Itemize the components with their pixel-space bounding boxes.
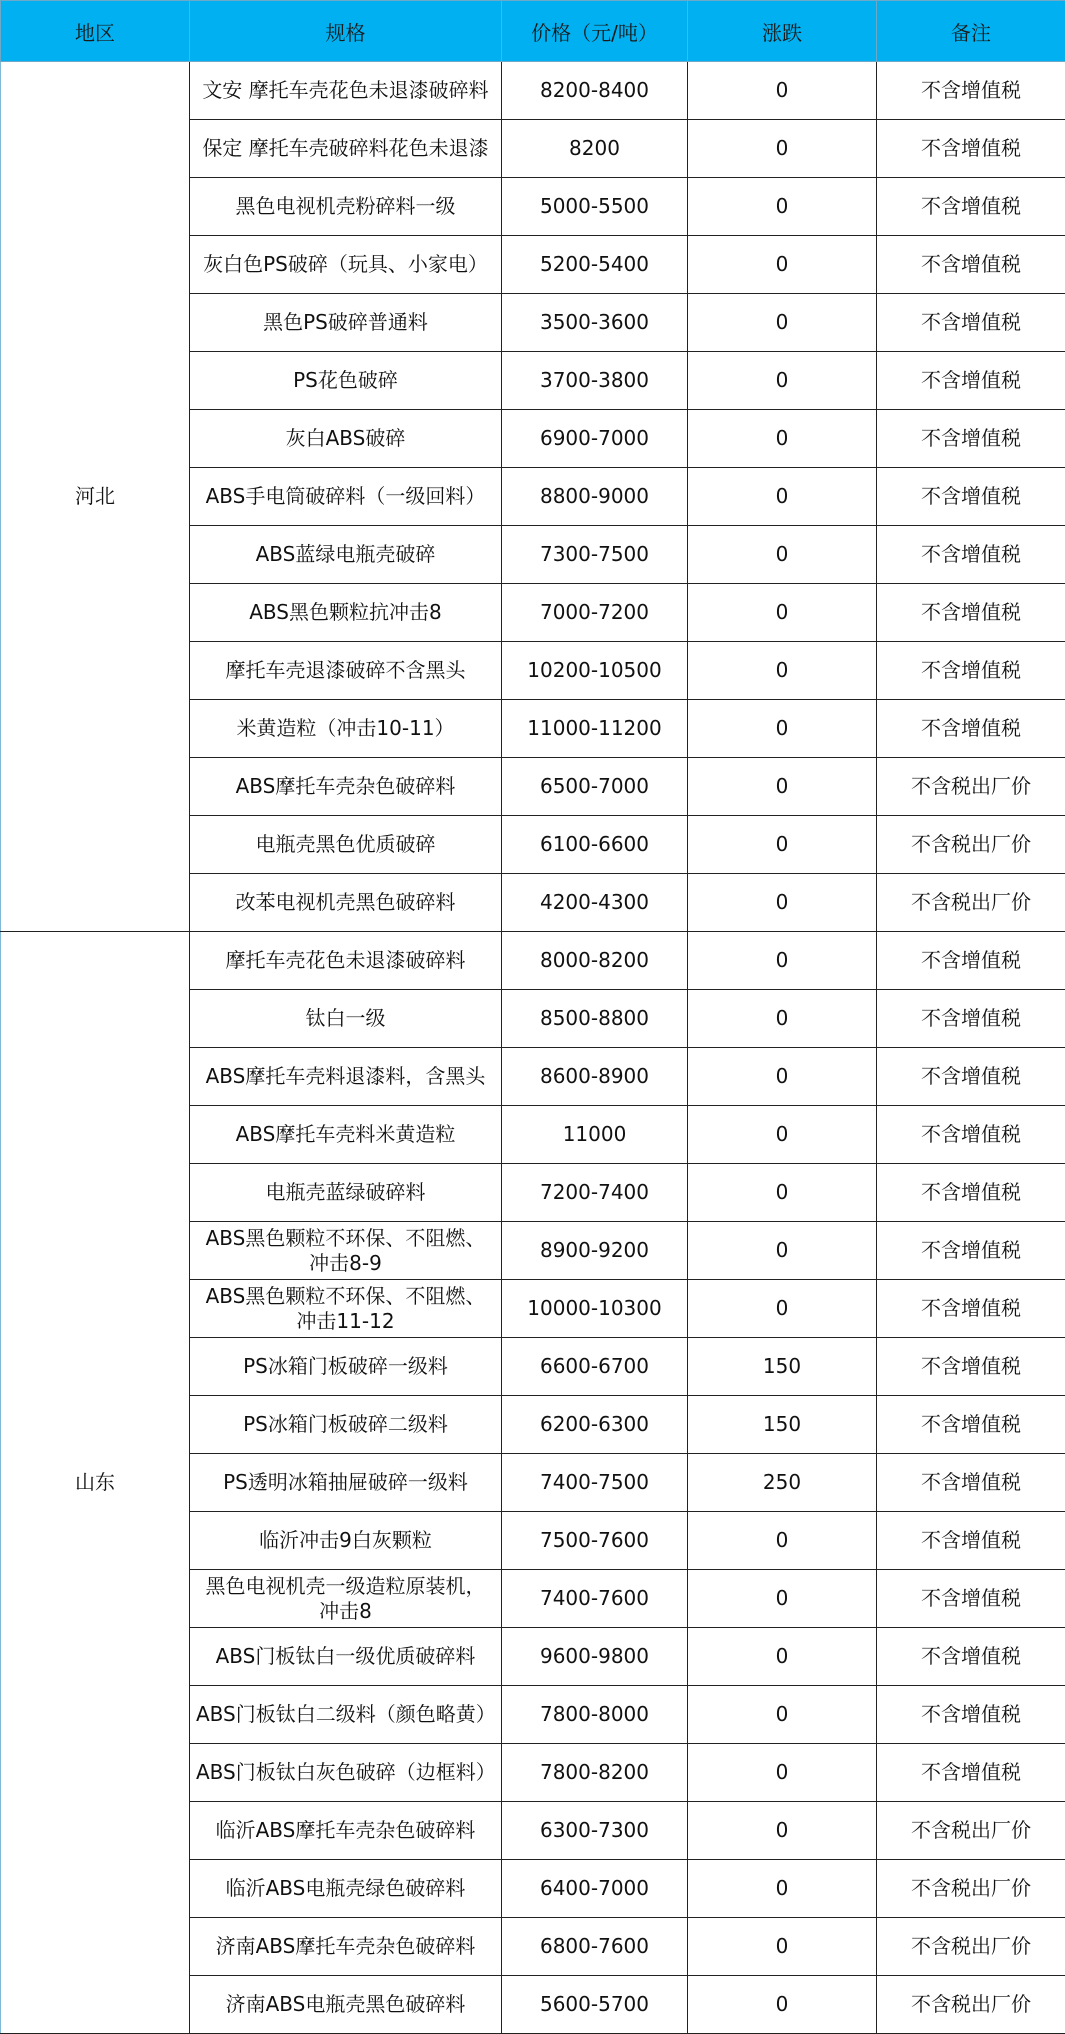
change-cell: 0 — [688, 120, 877, 178]
spec-cell: ABS手电筒破碎料（一级回料） — [190, 468, 502, 526]
spec-cell: 摩托车壳退漆破碎不含黑头 — [190, 642, 502, 700]
note-cell: 不含增值税 — [877, 1744, 1065, 1802]
note-cell: 不含税出厂价 — [877, 816, 1065, 874]
change-cell: 150 — [688, 1396, 877, 1454]
change-cell: 0 — [688, 1512, 877, 1570]
spec-cell: 临沂冲击9白灰颗粒 — [190, 1512, 502, 1570]
note-cell: 不含增值税 — [877, 990, 1065, 1048]
price-cell: 5600-5700 — [502, 1976, 688, 2034]
change-cell: 0 — [688, 1744, 877, 1802]
price-cell: 7800-8200 — [502, 1744, 688, 1802]
change-cell: 0 — [688, 932, 877, 990]
note-cell: 不含增值税 — [877, 1106, 1065, 1164]
note-cell: 不含税出厂价 — [877, 758, 1065, 816]
spec-cell: 济南ABS电瓶壳黑色破碎料 — [190, 1976, 502, 2034]
region-cell: 山东 — [1, 932, 190, 2034]
price-cell: 5000-5500 — [502, 178, 688, 236]
note-cell: 不含增值税 — [877, 236, 1065, 294]
change-cell: 0 — [688, 1164, 877, 1222]
spec-cell: ABS黑色颗粒抗冲击8 — [190, 584, 502, 642]
table-row — [1, 62, 1065, 120]
price-cell: 8200-8400 — [502, 62, 688, 120]
spec-cell: 灰白ABS破碎 — [190, 410, 502, 468]
spec-cell: 黑色电视机壳粉碎料一级 — [190, 178, 502, 236]
note-cell: 不含税出厂价 — [877, 874, 1065, 932]
spec-cell: 米黄造粒（冲击10-11） — [190, 700, 502, 758]
note-cell: 不含税出厂价 — [877, 1918, 1065, 1976]
price-cell: 7000-7200 — [502, 584, 688, 642]
header-price: 价格（元/吨） — [502, 1, 688, 62]
price-cell: 4200-4300 — [502, 874, 688, 932]
price-cell: 6100-6600 — [502, 816, 688, 874]
spec-cell: 济南ABS摩托车壳杂色破碎料 — [190, 1918, 502, 1976]
spec-cell: 临沂ABS电瓶壳绿色破碎料 — [190, 1860, 502, 1918]
spec-cell: 临沂ABS摩托车壳杂色破碎料 — [190, 1802, 502, 1860]
price-cell: 6900-7000 — [502, 410, 688, 468]
change-cell: 0 — [688, 236, 877, 294]
note-cell: 不含增值税 — [877, 1396, 1065, 1454]
header-spec: 规格 — [190, 1, 502, 62]
spec-cell: 改苯电视机壳黑色破碎料 — [190, 874, 502, 932]
spec-cell: 保定 摩托车壳破碎料花色未退漆 — [190, 120, 502, 178]
spec-cell: 黑色电视机壳一级造粒原装机，冲击8 — [190, 1570, 502, 1628]
price-cell: 6600-6700 — [502, 1338, 688, 1396]
header-row — [1, 1, 1065, 62]
note-cell: 不含增值税 — [877, 932, 1065, 990]
price-cell: 8800-9000 — [502, 468, 688, 526]
change-cell: 0 — [688, 410, 877, 468]
change-cell: 250 — [688, 1454, 877, 1512]
spec-cell: ABS门板钛白一级优质破碎料 — [190, 1628, 502, 1686]
note-cell: 不含税出厂价 — [877, 1802, 1065, 1860]
price-cell: 11000-11200 — [502, 700, 688, 758]
price-cell: 7400-7500 — [502, 1454, 688, 1512]
price-cell: 11000 — [502, 1106, 688, 1164]
note-cell: 不含税出厂价 — [877, 1860, 1065, 1918]
price-cell: 6500-7000 — [502, 758, 688, 816]
spec-cell: PS花色破碎 — [190, 352, 502, 410]
spec-cell: PS透明冰箱抽屉破碎一级料 — [190, 1454, 502, 1512]
note-cell: 不含增值税 — [877, 1280, 1065, 1338]
note-cell: 不含增值税 — [877, 1338, 1065, 1396]
change-cell: 0 — [688, 1860, 877, 1918]
price-cell: 6800-7600 — [502, 1918, 688, 1976]
table-row — [1, 932, 1065, 990]
change-cell: 0 — [688, 1048, 877, 1106]
note-cell: 不含增值税 — [877, 1222, 1065, 1280]
price-cell: 7300-7500 — [502, 526, 688, 584]
spec-cell: ABS蓝绿电瓶壳破碎 — [190, 526, 502, 584]
note-cell: 不含增值税 — [877, 1164, 1065, 1222]
change-cell: 0 — [688, 1222, 877, 1280]
note-cell: 不含增值税 — [877, 120, 1065, 178]
change-cell: 0 — [688, 990, 877, 1048]
spec-cell: PS冰箱门板破碎一级料 — [190, 1338, 502, 1396]
change-cell: 0 — [688, 1106, 877, 1164]
table-header — [1, 1, 1065, 62]
price-cell: 6300-7300 — [502, 1802, 688, 1860]
spec-cell: ABS摩托车壳杂色破碎料 — [190, 758, 502, 816]
change-cell: 0 — [688, 758, 877, 816]
spec-cell: 灰白色PS破碎（玩具、小家电） — [190, 236, 502, 294]
note-cell: 不含增值税 — [877, 468, 1065, 526]
change-cell: 0 — [688, 62, 877, 120]
note-cell: 不含增值税 — [877, 642, 1065, 700]
note-cell: 不含增值税 — [877, 584, 1065, 642]
header-region: 地区 — [1, 1, 190, 62]
price-cell: 6400-7000 — [502, 1860, 688, 1918]
price-cell: 8000-8200 — [502, 932, 688, 990]
note-cell: 不含增值税 — [877, 1628, 1065, 1686]
price-cell: 3500-3600 — [502, 294, 688, 352]
change-cell: 0 — [688, 1686, 877, 1744]
note-cell: 不含增值税 — [877, 1048, 1065, 1106]
spec-cell: ABS黑色颗粒不环保、不阻燃、冲击11-12 — [190, 1280, 502, 1338]
price-cell: 7400-7600 — [502, 1570, 688, 1628]
note-cell: 不含增值税 — [877, 1454, 1065, 1512]
change-cell: 0 — [688, 1918, 877, 1976]
note-cell: 不含增值税 — [877, 700, 1065, 758]
price-cell: 10200-10500 — [502, 642, 688, 700]
note-cell: 不含增值税 — [877, 294, 1065, 352]
spec-cell: ABS黑色颗粒不环保、不阻燃、冲击8-9 — [190, 1222, 502, 1280]
price-cell: 9600-9800 — [502, 1628, 688, 1686]
note-cell: 不含增值税 — [877, 62, 1065, 120]
change-cell: 0 — [688, 642, 877, 700]
spec-cell: 黑色PS破碎普通料 — [190, 294, 502, 352]
price-cell: 8500-8800 — [502, 990, 688, 1048]
note-cell: 不含增值税 — [877, 526, 1065, 584]
change-cell: 0 — [688, 1280, 877, 1338]
change-cell: 0 — [688, 1570, 877, 1628]
price-cell: 8600-8900 — [502, 1048, 688, 1106]
spec-cell: 文安 摩托车壳花色未退漆破碎料 — [190, 62, 502, 120]
change-cell: 150 — [688, 1338, 877, 1396]
spec-cell: 摩托车壳花色未退漆破碎料 — [190, 932, 502, 990]
note-cell: 不含增值税 — [877, 1512, 1065, 1570]
change-cell: 0 — [688, 1628, 877, 1686]
spec-cell: 钛白一级 — [190, 990, 502, 1048]
header-note: 备注 — [877, 1, 1065, 62]
note-cell: 不含增值税 — [877, 178, 1065, 236]
price-cell: 10000-10300 — [502, 1280, 688, 1338]
change-cell: 0 — [688, 468, 877, 526]
note-cell: 不含税出厂价 — [877, 1976, 1065, 2034]
note-cell: 不含增值税 — [877, 352, 1065, 410]
spec-cell: ABS门板钛白灰色破碎（边框料） — [190, 1744, 502, 1802]
change-cell: 0 — [688, 526, 877, 584]
price-cell: 5200-5400 — [502, 236, 688, 294]
note-cell: 不含增值税 — [877, 410, 1065, 468]
change-cell: 0 — [688, 816, 877, 874]
change-cell: 0 — [688, 874, 877, 932]
spec-cell: ABS摩托车壳料退漆料，含黑头 — [190, 1048, 502, 1106]
change-cell: 0 — [688, 294, 877, 352]
price-cell: 8200 — [502, 120, 688, 178]
price-cell: 7800-8000 — [502, 1686, 688, 1744]
price-cell: 3700-3800 — [502, 352, 688, 410]
note-cell: 不含增值税 — [877, 1570, 1065, 1628]
header-change: 涨跌 — [688, 1, 877, 62]
spec-cell: 电瓶壳蓝绿破碎料 — [190, 1164, 502, 1222]
price-cell: 7500-7600 — [502, 1512, 688, 1570]
price-cell: 6200-6300 — [502, 1396, 688, 1454]
spec-cell: ABS门板钛白二级料（颜色略黄） — [190, 1686, 502, 1744]
table-body — [1, 62, 1065, 2034]
price-cell: 7200-7400 — [502, 1164, 688, 1222]
spec-cell: 电瓶壳黑色优质破碎 — [190, 816, 502, 874]
spec-cell: ABS摩托车壳料米黄造粒 — [190, 1106, 502, 1164]
change-cell: 0 — [688, 1976, 877, 2034]
spec-cell: PS冰箱门板破碎二级料 — [190, 1396, 502, 1454]
change-cell: 0 — [688, 584, 877, 642]
change-cell: 0 — [688, 352, 877, 410]
note-cell: 不含增值税 — [877, 1686, 1065, 1744]
price-cell: 8900-9200 — [502, 1222, 688, 1280]
region-cell: 河北 — [1, 62, 190, 932]
change-cell: 0 — [688, 700, 877, 758]
change-cell: 0 — [688, 178, 877, 236]
change-cell: 0 — [688, 1802, 877, 1860]
